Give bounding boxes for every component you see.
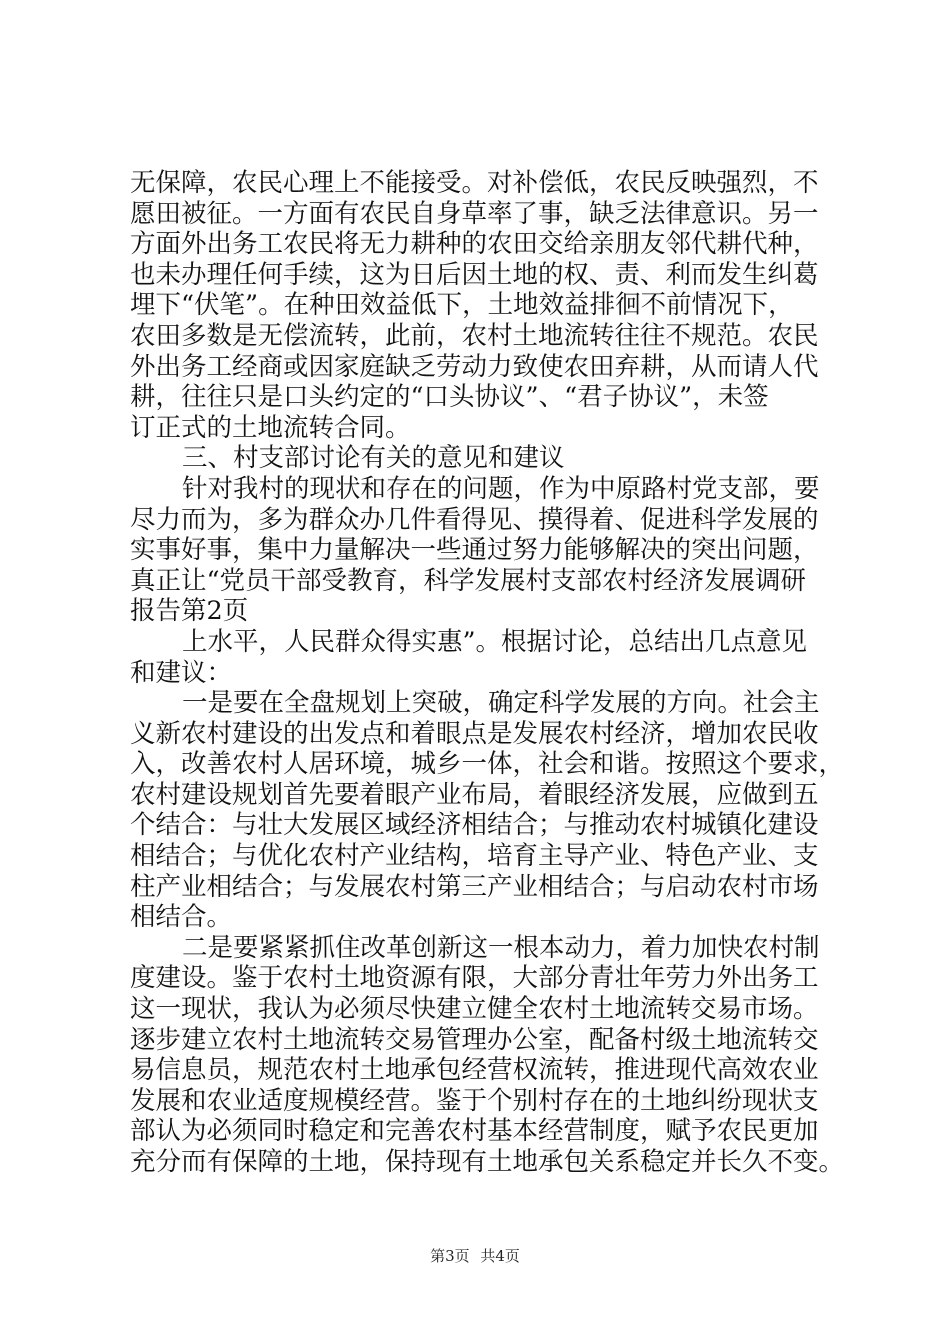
text-line: 真正让“党员干部受教育，科学发展村支部农村经济发展调研 — [130, 565, 807, 596]
text-line: 报告第2页 — [130, 596, 249, 627]
text-line: 相结合；与优化农村产业结构，培育主导产业、特色产业、支 — [130, 841, 819, 872]
text-line: 逐步建立农村土地流转交易管理办公室，配备村级土地流转交 — [130, 1024, 819, 1055]
text-line: 也未办理任何手续，这为日后因土地的权、责、利而发生纠葛 — [130, 259, 819, 290]
text-line: 这一现状，我认为必须尽快建立健全农村土地流转交易市场。 — [130, 994, 819, 1025]
text-line: 柱产业相结合；与发展农村第三产业相结合；与启动农村市场 — [130, 871, 819, 902]
text-line: 上水平，人民群众得实惠”。根据讨论，总结出几点意见 — [182, 626, 808, 657]
page-number: 第3页 — [430, 1247, 470, 1265]
text-line: 度建设。鉴于农村土地资源有限，大部分青壮年劳力外出务工 — [130, 963, 819, 994]
text-line: 针对我村的现状和存在的问题，作为中原路村党支部，要 — [182, 473, 820, 504]
text-line: 埋下“伏笔”。在种田效益低下，土地效益排徊不前情况下， — [130, 290, 794, 321]
page-total: 共4页 — [480, 1247, 520, 1265]
section-heading: 三、村支部讨论有关的意见和建议 — [182, 443, 565, 474]
text-line: 愿田被征。一方面有农民自身草率了事，缺乏法律意识。另一 — [130, 198, 819, 229]
text-line: 部认为必须同时稳定和完善农村基本经营制度，赋予农民更加 — [130, 1116, 819, 1147]
text-line: 订正式的土地流转合同。 — [130, 412, 411, 443]
text-line: 和建议： — [130, 657, 233, 688]
text-line: 义新农村建设的出发点和着眼点是发展农村经济，增加农民收 — [130, 718, 819, 749]
text-line: 个结合：与壮大发展区域经济相结合；与推动农村城镇化建设 — [130, 810, 819, 841]
page-footer — [0, 1246, 950, 1266]
text-line: 充分而有保障的土地，保持现有土地承包关系稳定并长久不变。 — [130, 1147, 845, 1177]
text-line: 外出务工经商或因家庭缺乏劳动力致使农田弃耕，从而请人代 — [130, 351, 819, 382]
text-line: 无保障，农民心理上不能接受。对补偿低，农民反映强烈，不 — [130, 168, 819, 198]
text-line: 一是要在全盘规划上突破，确定科学发展的方向。社会主 — [182, 688, 820, 719]
text-line: 尽力而为，多为群众办几件看得见、摸得着、促进科学发展的 — [130, 504, 819, 535]
text-line: 方面外出务工农民将无力耕种的农田交给亲朋友邻代耕代种， — [130, 229, 819, 260]
document-body — [130, 168, 845, 1178]
text-line: 耕，往往只是口头约定的“口头协议”、“君子协议”，未签 — [130, 382, 769, 413]
text-line: 实事好事，集中力量解决一些通过努力能够解决的突出问题， — [130, 535, 819, 566]
text-line: 发展和农业适度规模经营。鉴于个别村存在的土地纠纷现状支 — [130, 1085, 819, 1116]
text-line: 入，改善农村人居环境，城乡一体，社会和谐。按照这个要求， — [130, 749, 845, 780]
text-line: 易信息员，规范农村土地承包经营权流转，推进现代高效农业 — [130, 1055, 819, 1086]
text-line: 农村建设规划首先要着眼产业布局，着眼经济发展，应做到五 — [130, 779, 819, 810]
text-line: 二是要紧紧抓住改革创新这一根本动力，着力加快农村制 — [182, 932, 820, 963]
text-line: 农田多数是无偿流转，此前，农村土地流转往往不规范。农民 — [130, 320, 819, 351]
text-line: 相结合。 — [130, 902, 233, 933]
